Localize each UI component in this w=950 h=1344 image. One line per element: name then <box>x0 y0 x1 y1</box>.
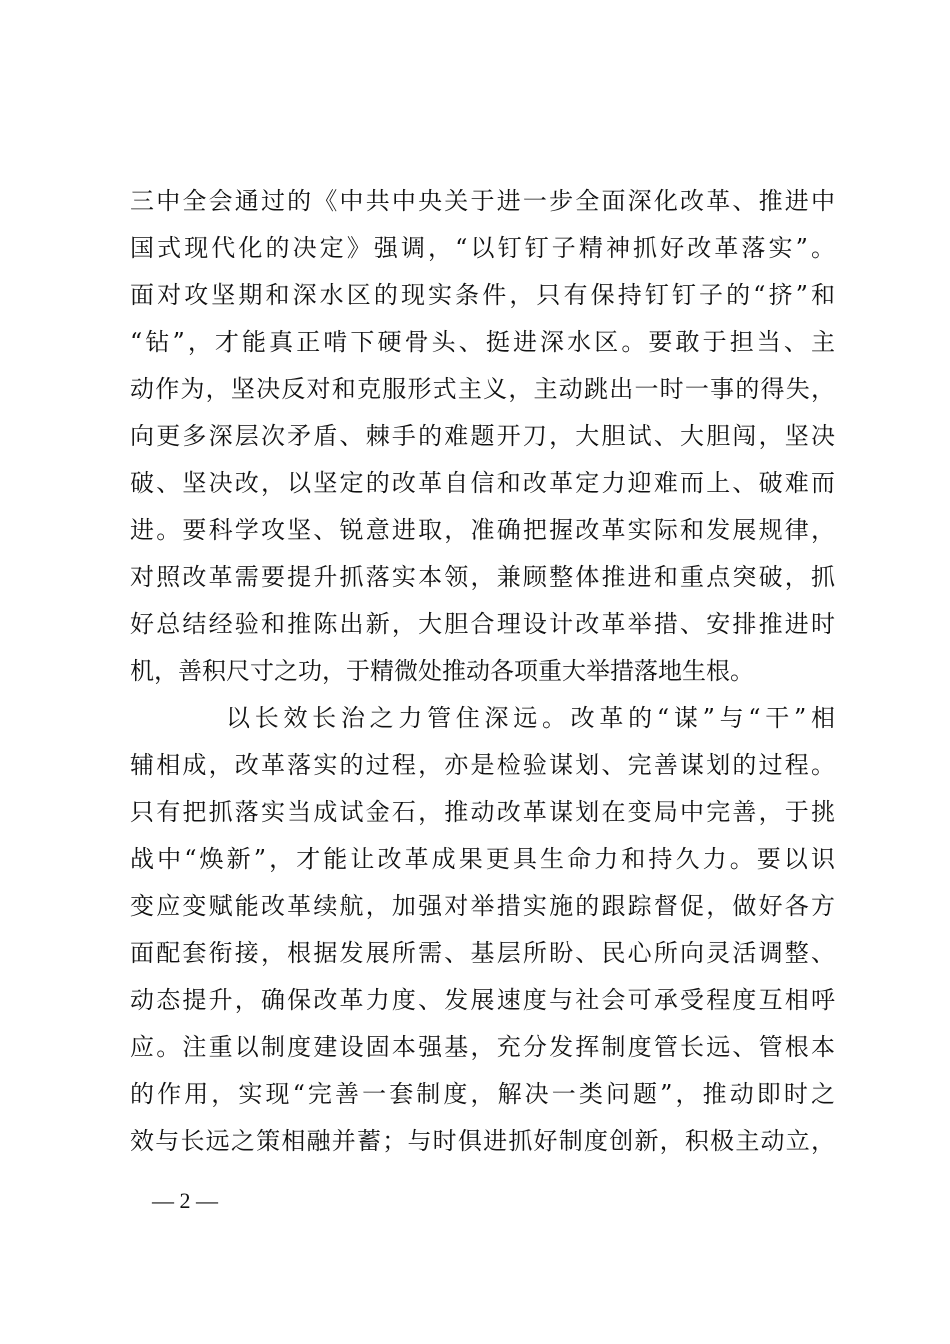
text-line: “钻”，才能真正啃下硬骨头、挺进深水区。要敢于担当、主 <box>130 328 835 356</box>
page-number: — 2 — <box>152 1188 218 1213</box>
text-line: 动作为，坚决反对和克服形式主义，主动跳出一时一事的得失， <box>130 375 835 403</box>
text-line: 战中“焕新”，才能让改革成果更具生命力和持久力。要以识 <box>130 845 835 873</box>
text-line: 三中全会通过的《中共中央关于进一步全面深化改革、推进中 <box>130 187 835 215</box>
text-line: 的作用，实现“完善一套制度，解决一类问题”，推动即时之 <box>130 1080 835 1108</box>
paragraph <box>130 178 835 695</box>
text-line: 对照改革需要提升抓落实本领，兼顾整体推进和重点突破，抓 <box>130 563 835 591</box>
text-line: 辅相成，改革落实的过程，亦是检验谋划、完善谋划的过程。 <box>130 751 835 779</box>
text-line: 向更多深层次矛盾、棘手的难题开刀，大胆试、大胆闯，坚决 <box>130 422 835 450</box>
paragraph-heading-line: 以长效长治之力管住深远。改革的“谋”与“干”相 <box>226 704 835 732</box>
text-line: 动态提升，确保改革力度、发展速度与社会可承受程度互相呼 <box>130 986 835 1014</box>
body-text <box>130 178 835 1165</box>
paragraph <box>130 695 835 1165</box>
text-line: 进。要科学攻坚、锐意进取，准确把握改革实际和发展规律， <box>130 516 835 544</box>
text-line: 国式现代化的决定》强调，“以钉钉子精神抓好改革落实”。 <box>130 234 835 262</box>
text-line: 应。注重以制度建设固本强基，充分发挥制度管长远、管根本 <box>130 1033 835 1061</box>
text-line: 面配套衔接，根据发展所需、基层所盼、民心所向灵活调整、 <box>130 939 835 967</box>
text-line: 效与长远之策相融并蓄；与时俱进抓好制度创新，积极主动立， <box>130 1127 835 1155</box>
text-line: 破、坚决改，以坚定的改革自信和改革定力迎难而上、破难而 <box>130 469 835 497</box>
text-line: 面对攻坚期和深水区的现实条件，只有保持钉钉子的“挤”和 <box>130 281 835 309</box>
text-line: 变应变赋能改革续航，加强对举措实施的跟踪督促，做好各方 <box>130 892 835 920</box>
text-line: 只有把抓落实当成试金石，推动改革谋划在变局中完善，于挑 <box>130 798 835 826</box>
text-line: 好总结经验和推陈出新，大胆合理设计改革举措、安排推进时 <box>130 610 835 638</box>
text-line: 机，善积尺寸之功，于精微处推动各项重大举措落地生根。 <box>130 657 754 685</box>
